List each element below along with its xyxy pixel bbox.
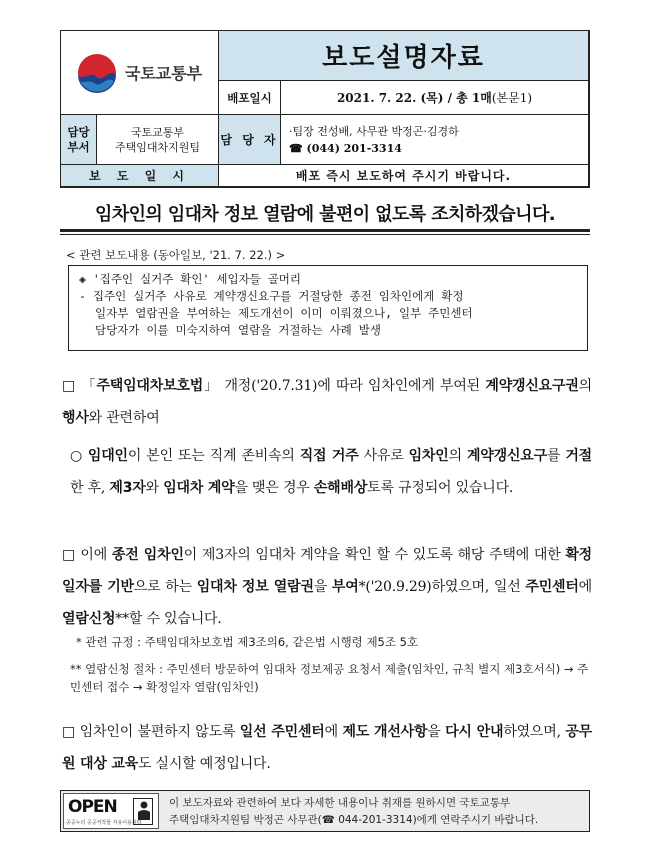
ministry-logo-icon bbox=[77, 53, 117, 93]
p4-part: □ 임차인이 불편하지 않도록 bbox=[62, 724, 240, 740]
dept-label-line2: 부서 bbox=[67, 139, 90, 154]
footer-line2: 주택임대차지원팀 박정곤 사무관(☎ 044-201-3314)에게 연락주시기 바랍니다. bbox=[169, 814, 539, 826]
release-label: 배포일시 bbox=[219, 81, 281, 115]
dept-value bbox=[97, 115, 219, 165]
dept-label-line1: 담당 bbox=[67, 124, 90, 139]
contact-names: ·팀장 전성배, 사무관 박정곤·김경하 bbox=[289, 125, 459, 138]
ministry-name: 국토교통부 bbox=[124, 64, 203, 83]
p3-part: *('20.9.29)하였으며, 일선 bbox=[358, 579, 526, 595]
p3-emphasis: 확정일자를 기반 bbox=[62, 547, 592, 595]
paragraph-3 bbox=[62, 539, 592, 635]
open-badge-word: OPEN bbox=[68, 797, 117, 817]
p4-emphasis: 다시 안내 bbox=[445, 724, 504, 740]
p1-emphasis: 행사 bbox=[62, 410, 89, 426]
contact-person-value bbox=[281, 115, 589, 165]
paragraph-2 bbox=[70, 440, 592, 504]
related-summary-line1: ◈ '집주인 실거주 확인' 세입자들 골머리 bbox=[79, 272, 302, 286]
dept-line2: 주택임대차지원팀 bbox=[114, 140, 200, 154]
release-pages: (본문1) bbox=[491, 91, 533, 105]
p2-emphasis: 손해배상 bbox=[313, 480, 368, 496]
related-summary-line2: - 집주인 실거주 사유로 계약갱신요구를 거절당한 종전 임차인에게 확정 bbox=[79, 289, 464, 303]
footer-contact-text bbox=[169, 795, 538, 829]
related-summary-box bbox=[68, 265, 588, 351]
p4-part: 에 bbox=[324, 724, 343, 740]
p1-emphasis: 주택임대차보호법 bbox=[96, 378, 204, 394]
p4-part: 도 실시할 예정입니다. bbox=[137, 756, 271, 772]
paragraph-4 bbox=[62, 716, 592, 780]
p4-part: 을 bbox=[427, 724, 446, 740]
footnote-regulation: * 관련 규정 : 주택임대차보호법 제3조의6, 같은법 시행령 제5조 5호 bbox=[76, 635, 419, 649]
contact-footer bbox=[60, 790, 590, 832]
p3-emphasis: 주민센터 bbox=[525, 579, 579, 595]
report-time-label: 보 도 일 시 bbox=[61, 165, 219, 187]
p3-emphasis: 임대차 정보 열람권 bbox=[196, 579, 314, 595]
doc-type-title: 보도설명자료 bbox=[322, 43, 485, 73]
p4-emphasis: 일선 주민센터 bbox=[239, 724, 325, 740]
p2-part: 한 후, bbox=[70, 480, 110, 496]
contact-person-label: 담 당 자 bbox=[219, 115, 281, 165]
headline-rule-thin bbox=[60, 234, 590, 235]
ministry-logo-cell bbox=[61, 31, 219, 115]
open-badge-sub: 공공누리 공공저작물 자유이용허락 bbox=[66, 820, 142, 826]
attribution-person-icon bbox=[133, 798, 153, 825]
p2-part: 을 맺은 경우 bbox=[234, 480, 314, 496]
p3-part: 이 제3자의 임대차 계약을 확인 할 수 있도록 해당 주택에 대한 bbox=[183, 547, 566, 563]
p1-part: 의 bbox=[578, 378, 592, 394]
p3-part: 에 bbox=[578, 579, 592, 595]
release-value bbox=[281, 81, 589, 115]
p1-part: □ 「 bbox=[62, 378, 97, 394]
p2-part: 를 bbox=[546, 448, 566, 464]
p2-emphasis: 임대차 계약 bbox=[163, 480, 235, 496]
p3-part: 으로 하는 bbox=[133, 579, 197, 595]
p4-emphasis: 제도 개선사항 bbox=[342, 724, 428, 740]
related-summary-line4: 담당자가 이를 미숙지하여 열람을 거절하는 사례 발생 bbox=[95, 323, 381, 337]
p3-part: **할 수 있습니다. bbox=[115, 611, 222, 627]
paragraph-1 bbox=[62, 370, 592, 434]
footer-line1: 이 보도자료와 관련하여 보다 자세한 내용이나 취재를 원하시면 국토교통부 bbox=[169, 797, 511, 809]
press-header-table bbox=[60, 30, 590, 188]
p2-part: ○ bbox=[70, 448, 88, 464]
p2-emphasis: 거절 bbox=[565, 448, 592, 464]
p3-emphasis: 부여 bbox=[331, 579, 359, 595]
p2-part: 사유로 bbox=[358, 448, 409, 464]
related-summary-line3: 일자부 열람권을 부여하는 제도개선이 이미 이뤄졌으나, 일부 주민센터 bbox=[95, 306, 473, 320]
contact-phone: ☎ (044) 201-3314 bbox=[289, 142, 402, 155]
dept-label bbox=[61, 115, 97, 165]
footnote-procedure: ** 열람신청 절차 : 주민센터 방문하여 임대차 정보제공 요청서 제출(임차인, 규칙 별지 제3호서식) → 주민센터 접수 → 확정일자 열람(임차인) bbox=[70, 662, 589, 694]
p2-part: 토록 규정되어 있습니다. bbox=[367, 480, 514, 496]
p2-emphasis: 직접 거주 bbox=[299, 448, 359, 464]
headline: 임차인의 임대차 정보 열람에 불편이 없도록 조치하겠습니다. bbox=[95, 204, 555, 225]
p1-part: 」 개정('20.7.31)에 따라 임차인에게 부여된 bbox=[203, 378, 486, 394]
p4-part: 하였으며, bbox=[503, 724, 566, 740]
release-date: 2021. 7. 22. (목) / 총 1매 bbox=[336, 91, 492, 105]
p1-emphasis: 계약갱신요구권 bbox=[485, 378, 579, 394]
p2-emphasis: 임차인 bbox=[408, 448, 449, 464]
p2-part: 이 본인 또는 직계 존비속의 bbox=[127, 448, 300, 464]
p3-emphasis: 열람신청 bbox=[62, 611, 116, 627]
headline-rule bbox=[60, 229, 590, 232]
p2-emphasis: 제3자 bbox=[109, 480, 146, 496]
p3-emphasis: 종전 임차인 bbox=[111, 547, 184, 563]
p3-part: □ 이에 bbox=[62, 547, 112, 563]
p2-part: 의 bbox=[448, 448, 467, 464]
p3-part: 을 bbox=[313, 579, 332, 595]
p2-emphasis: 임대인 bbox=[87, 448, 128, 464]
related-report: < 관련 보도내용 (동아일보, '21. 7. 22.) > bbox=[66, 248, 286, 262]
doc-type-title-cell bbox=[219, 31, 589, 81]
dept-line1: 국토교통부 bbox=[130, 125, 185, 139]
p1-part: 와 관련하여 bbox=[88, 410, 160, 426]
report-time-value: 배포 즉시 보도하여 주시기 바랍니다. bbox=[219, 165, 589, 187]
p2-part: 와 bbox=[145, 480, 164, 496]
p2-emphasis: 계약갱신요구 bbox=[466, 448, 547, 464]
p4-emphasis: 공무원 대상 교육 bbox=[62, 724, 592, 772]
kogl-open-badge bbox=[63, 793, 159, 829]
